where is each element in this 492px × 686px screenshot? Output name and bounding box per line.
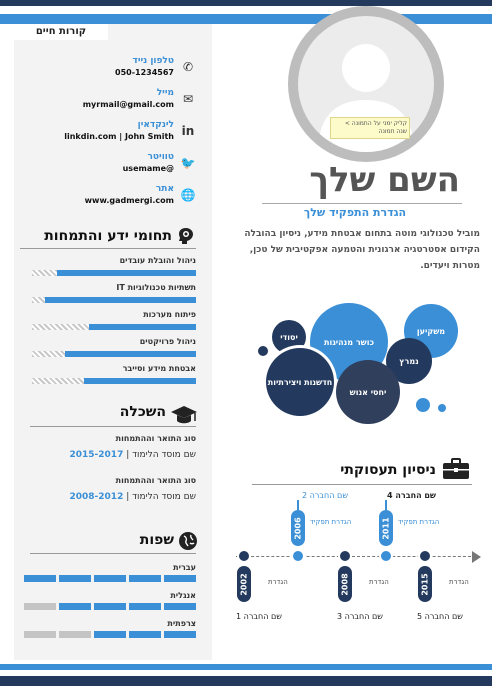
brain-head-icon	[176, 226, 196, 246]
contact-value[interactable]: 050-1234567	[115, 68, 174, 77]
timeline-axis	[236, 556, 476, 558]
languages-globe-icon	[178, 531, 198, 551]
top-border-navy	[0, 0, 492, 6]
trait-bubble: יחסי אנוש	[336, 360, 400, 424]
degree-title: סוג התואר וההתמחות	[115, 476, 196, 485]
trait-bubble: יסודי	[272, 320, 306, 354]
contact-label: טוויטר	[147, 152, 174, 162]
contact-value[interactable]: linkdin.com | John Smith	[64, 132, 174, 141]
job-title: הגדרת התפקיד שלך	[303, 206, 407, 219]
contact-label: אתר	[155, 184, 174, 194]
phone-icon: ✆	[182, 60, 194, 74]
contact-value[interactable]: myrmail@gmail.com	[82, 100, 174, 109]
contact-value[interactable]: @usemame	[122, 164, 174, 173]
skills-divider	[20, 248, 196, 249]
skill-name: תשתיות טכנולוגיות IT	[116, 283, 196, 292]
language-level-segment	[129, 575, 161, 582]
trait-bubble: משקיען	[404, 304, 458, 358]
company-name: שם החברה 3	[337, 612, 383, 621]
language-level-segment	[24, 631, 56, 638]
education-divider	[30, 426, 196, 427]
language-level-segment	[24, 575, 56, 582]
language-level-segment	[24, 603, 56, 610]
pill-stem	[385, 500, 387, 510]
year-text: 2002	[239, 572, 249, 596]
education-heading: השכלה	[119, 404, 166, 420]
language-level-segment	[94, 603, 126, 610]
role-label: הגדרת	[268, 578, 288, 586]
degree-institution: | שם מוסד הלימוד	[126, 492, 196, 502]
language-name: עברית	[173, 563, 196, 572]
pill-stem	[297, 500, 299, 510]
timeline-node	[418, 549, 432, 563]
company-name: שם החברה 4	[387, 491, 436, 500]
skill-name: ניהול והובלת עובדים	[119, 256, 196, 265]
degree-institution: | שם מוסד הלימוד	[126, 450, 196, 460]
company-name: שם החברה 2	[302, 491, 348, 500]
language-level-segment	[129, 603, 161, 610]
role-label: הגדרת	[449, 578, 469, 586]
skill-bar-fill	[84, 378, 196, 384]
language-level-segment	[164, 603, 196, 610]
year-text: 2008	[340, 572, 350, 596]
contact-label: טלפון נייד	[132, 56, 174, 66]
mail-icon: ✉	[182, 92, 194, 106]
contact-label: לינקדאין	[137, 120, 174, 130]
year-pill	[338, 566, 352, 602]
year-text: 2011	[381, 516, 391, 540]
skill-name: אבטחת מידע וסייבר	[122, 364, 196, 373]
role-label: הגדרת תפקיד	[398, 518, 440, 526]
skill-bar-fill	[89, 324, 196, 330]
skill-bar-fill	[57, 270, 196, 276]
trait-bubble: נמרץ	[386, 338, 432, 384]
language-level-segment	[59, 575, 91, 582]
role-label: הגדרת	[369, 578, 389, 586]
degree-details	[20, 450, 196, 460]
timeline-node	[237, 549, 251, 563]
trait-bubble: כושר מנהיגות	[310, 303, 388, 381]
experience-heading: ניסיון תעסוקתי	[340, 462, 436, 478]
skills-heading: תחומי ידע והתמחות	[44, 228, 172, 244]
language-level-segment	[164, 631, 196, 638]
degree-details	[20, 492, 196, 502]
languages-divider	[30, 553, 196, 554]
year-pill	[418, 566, 432, 602]
bottom-border-navy	[0, 676, 492, 686]
year-text: 2006	[293, 516, 303, 540]
linkedin-icon: in	[181, 124, 195, 138]
profile-summary: מוביל טכנולוגי מוטה בתחום אבטחת מידע, ניסיון בהובלה הקידום אסטרטגיה ארגונית והטמעה אפקטיבית של טכן, מטרות ויעדים.	[244, 229, 480, 271]
language-level-segment	[94, 575, 126, 582]
year-pill	[291, 510, 305, 546]
decorative-dot	[416, 398, 430, 412]
language-level-segment	[164, 575, 196, 582]
skill-bar-fill	[65, 351, 196, 357]
twitter-icon: 🐦	[180, 156, 196, 170]
timeline-node	[338, 549, 352, 563]
language-level-segment	[59, 603, 91, 610]
year-text: 2015	[420, 572, 430, 596]
graduation-cap-icon	[170, 404, 198, 426]
briefcase-icon	[442, 458, 470, 480]
role-label: הגדרת תפקיד	[310, 518, 352, 526]
globe-icon: 🌐	[180, 188, 196, 202]
languages-heading: שפות	[139, 532, 174, 548]
language-level-segment	[59, 631, 91, 638]
language-name: אנגלית	[170, 591, 196, 600]
language-level-segment	[94, 631, 126, 638]
decorative-dot	[438, 404, 446, 412]
degree-years: 2008-2012	[69, 492, 124, 502]
photo-change-hint: קליק ימני על התמונה > שנה תמונה	[330, 117, 410, 139]
year-pill	[237, 566, 251, 602]
resume-tab-label: קורות חיים	[14, 24, 108, 40]
contact-value[interactable]: www.gadmergi.com	[84, 196, 174, 205]
skill-name: ניהול פרויקטים	[139, 337, 196, 346]
timeline-arrow-icon	[472, 551, 481, 563]
decorative-dot	[258, 346, 268, 356]
skill-name: פיתוח מערכות	[143, 310, 196, 319]
skill-bar-fill	[45, 297, 196, 303]
timeline-node	[291, 549, 305, 563]
year-pill	[379, 510, 393, 546]
experience-divider	[252, 484, 472, 485]
trait-bubble: חדשנות ויצירתיות	[266, 348, 334, 416]
full-name: השם שלך	[309, 160, 460, 200]
company-name: שם החברה 1	[236, 612, 282, 621]
bottom-border-blue	[0, 664, 492, 670]
contact-label: מייל	[156, 88, 174, 98]
language-name: צרפתית	[167, 619, 196, 628]
language-level-segment	[129, 631, 161, 638]
company-name: שם החברה 5	[417, 612, 463, 621]
top-border-blue	[0, 14, 492, 24]
degree-title: סוג התואר וההתמחות	[115, 434, 196, 443]
timeline-node	[379, 549, 393, 563]
name-underline	[262, 203, 462, 204]
degree-years: 2015-2017	[69, 450, 124, 460]
